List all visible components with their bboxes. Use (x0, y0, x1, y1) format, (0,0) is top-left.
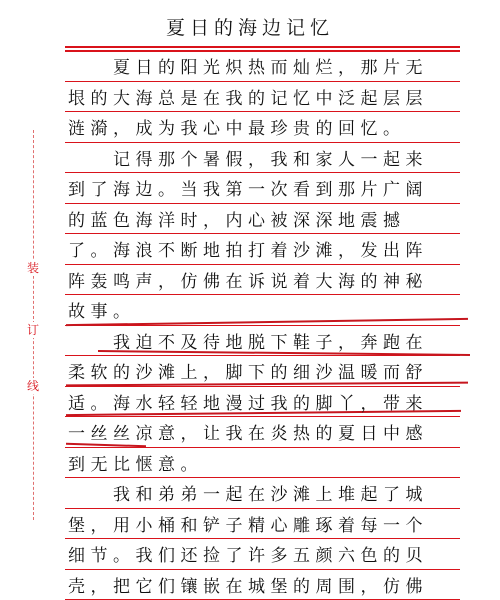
text-line: 阵轰鸣声，仿佛在诉说着大海的神秘 (68, 271, 428, 292)
text-line: 柔软的沙滩上，脚下的细沙温暖而舒 (68, 363, 428, 383)
text-line: 故事。 (68, 302, 136, 322)
text-line: 涟漪，成为我心中最珍贵的回忆。 (68, 119, 406, 139)
text-line: 我和弟弟一起在沙滩上堆起了城 (68, 485, 428, 505)
text-line: 我迫不及待地脱下鞋子，奔跑在 (68, 332, 428, 353)
binding-mark-ding: 订 (24, 322, 42, 338)
text-line: 了。海浪不断地拍打着沙滩，发出阵 (68, 241, 428, 261)
text-line: 到了海边。当我第一次看到那片广阔 (68, 180, 428, 200)
text-line: 的蓝色海洋时，内心被深深地震撼 (68, 210, 406, 231)
text-line: 一丝丝凉意，让我在炎热的夏日中感 (68, 424, 428, 444)
binding-mark-xian: 线 (24, 378, 42, 394)
text-line: 夏日的阳光炽热而灿烂，那片无 (68, 58, 428, 78)
essay-title: 夏日的海边记忆 (165, 17, 334, 39)
text-line: 记得那个暑假，我和家人一起来 (68, 149, 428, 170)
text-line: 到无比惬意。 (68, 454, 203, 475)
binding-mark-zhuang: 装 (24, 260, 42, 276)
text-line: 细节。我们还捡了许多五颜六色的贝 (68, 546, 428, 566)
text-line: 壳，把它们镶嵌在城堡的周围，仿佛 (68, 576, 428, 597)
essay-body (68, 50, 460, 599)
text-line: 适。海水轻轻地漫过我的脚丫，带来 (68, 393, 428, 414)
text-line: 堡，用小桶和铲子精心雕琢着每一个 (68, 515, 428, 536)
text-line: 垠的大海总是在我的记忆中泛起层层 (68, 88, 428, 109)
